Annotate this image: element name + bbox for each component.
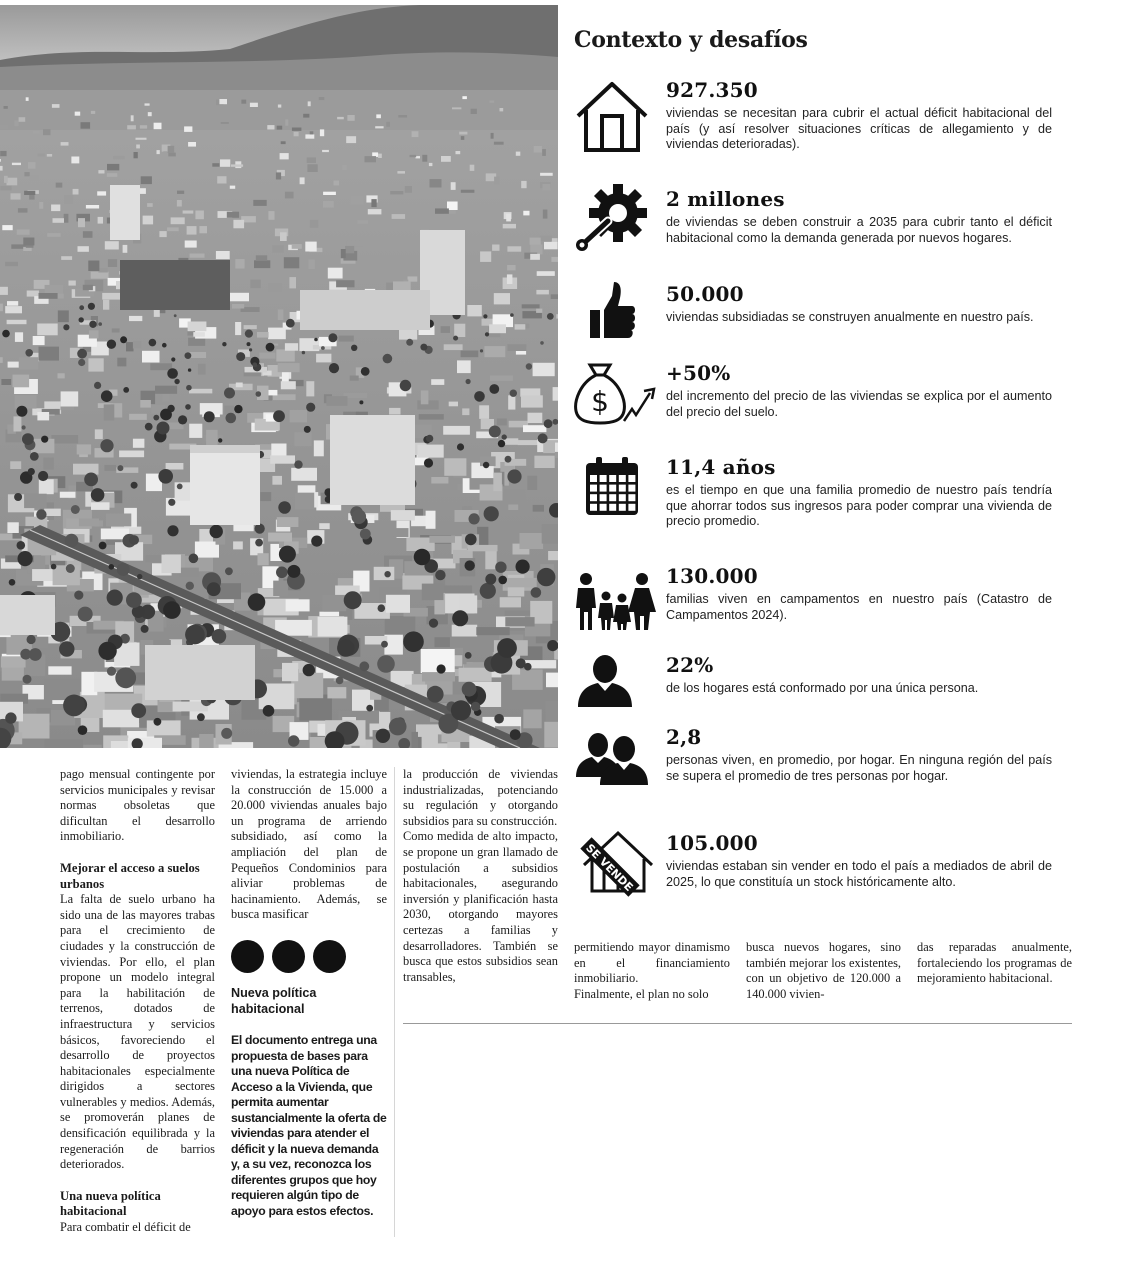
stat-homes-to-build: [574, 187, 1074, 257]
stat-number: 50.000: [666, 282, 744, 306]
dot: [272, 940, 305, 973]
article-column-3: [403, 767, 558, 985]
house-icon: [574, 78, 650, 154]
money-bag-rising-icon: [574, 361, 660, 437]
stat-people-per-household: [574, 725, 1074, 805]
paragraph: busca nuevos hogares, sino también mejorar los existentes, con un objetivo de 120.000 a 140.000 vivien-: [746, 940, 901, 1001]
stat-description: familias viven en campamentos en nuestro país (Catastro de Campamentos 2024).: [666, 592, 1052, 622]
stat-number: +50%: [666, 361, 731, 385]
stat-number: 2 millones: [666, 187, 785, 211]
stat-description: viviendas subsidiadas se construyen anualmente en nuestro país.: [666, 310, 1034, 324]
article-column-6: [917, 940, 1072, 987]
stat-number: 130.000: [666, 564, 758, 588]
stat-description: viviendas se necesitan para cubrir el actual déficit habitacional del país (y así resolver situaciones críticas de allegamiento y de viviendas deterioradas).: [666, 106, 1052, 151]
subheading-urban-land: Mejorar el acceso a suelos urbanos: [60, 860, 200, 891]
calendar-icon: [574, 455, 650, 531]
stat-unsold-homes: [574, 831, 1074, 911]
stat-number: 927.350: [666, 78, 758, 102]
pullout-box: [231, 986, 387, 1219]
svg-text:$: $: [591, 385, 609, 418]
dot: [231, 940, 264, 973]
stat-number: 2,8: [666, 725, 702, 749]
stat-description: de los hogares está conformado por una única persona.: [666, 681, 979, 695]
aerial-city-photo: [0, 5, 558, 748]
article-column-4: [574, 940, 730, 1002]
paragraph: La falta de suelo urbano ha sido una de las mayores trabas para el crecimiento de ciudades y la construcción de viviendas. Por ello, el plan propone un modelo integral para la habilitación de terrenos, dotados de infraestructura y servicios básicos, favoreciendo el desarrollo de proyectos habitacionales especialmente dirigidos a sectores vulnerables y medios. Además, se promoverán planes de densificación equilibrada y la regeneración de barrios deteriorados.: [60, 892, 215, 1172]
family-icon: [574, 564, 658, 640]
stat-families-in-camps: [574, 564, 1074, 634]
stat-subsidized-homes: [574, 282, 1074, 332]
paragraph: la producción de viviendas industrializadas, potenciando su regulación y otorgando subsidios para su construcción.: [403, 767, 558, 828]
house-for-sale-icon: [574, 829, 656, 905]
paragraph: pago mensual contingente por servicios municipales y revisar normas obsoletas que dificultan el desarrollo inmobiliario.: [60, 767, 215, 844]
section-dots-decoration: [231, 940, 354, 978]
paragraph: Como medida de alto impacto, se propone un gran llamado de postulación a subsidios habitacionales, asegurando inversión y planificación hasta 2030, otorgando mayores certezas a familias y desarrolladores. También se busca que estos subsidios sean transables,: [403, 829, 558, 984]
stat-description: de viviendas se deben construir a 2035 para cubrir tanto el déficit habitacional como la demanda generada por nuevos hogares.: [666, 215, 1052, 245]
for-sale-sign-text: SE VENDE: [583, 841, 636, 894]
stat-single-person-homes: [574, 653, 1074, 713]
pullout-heading: Nueva política habitacional: [231, 986, 317, 1016]
stat-description: es el tiempo en que una familia promedio de nuestro país tendría que ahorrar todos sus ingresos para poder comprar una vivienda de precio promedio.: [666, 483, 1052, 528]
column-divider: [394, 767, 395, 1237]
pullout-quote: El documento entrega una propuesta de bases para una nueva Política de Acceso a la Vivienda, que permita aumentar sustancialmente la oferta de viviendas para atender el déficit y la nueva demanda y, a su vez, reconozca los diferentes grupos que hoy requieren algún tipo de apoyo para estos efectos.: [231, 1033, 387, 1218]
stat-number: 22%: [666, 653, 714, 677]
article-column-1: [60, 767, 215, 1236]
stat-land-price-increase: [574, 361, 1074, 431]
stat-number: 105.000: [666, 831, 758, 855]
paragraph: Finalmente, el plan no solo: [574, 986, 709, 1001]
stat-description: del incremento del precio de las viviendas se explica por el aumento del precio del suelo.: [666, 389, 1052, 419]
person-icon: [574, 653, 636, 709]
stat-number: 11,4 años: [666, 455, 776, 479]
stat-description: viviendas estaban sin vender en todo el país a mediados de abril de 2025, lo que constituía un stock históricamente alto.: [666, 859, 1052, 889]
gear-wrench-icon: [574, 183, 650, 259]
stat-housing-deficit: [574, 78, 1074, 158]
infographic-title: Contexto y desafíos: [574, 27, 808, 53]
thumbs-up-icon: [574, 276, 650, 352]
article-column-5: [746, 940, 901, 1002]
subheading-housing-policy: Una nueva política habitacional: [60, 1188, 161, 1219]
paragraph: das reparadas anualmente, fortaleciendo los programas de mejoramiento habitacional.: [917, 940, 1072, 986]
article-column-2: [231, 767, 387, 923]
dot: [313, 940, 346, 973]
stat-savings-years: [574, 455, 1074, 540]
paragraph: Para combatir el déficit de: [60, 1220, 191, 1235]
paragraph: viviendas, la estrategia incluye la construcción de 15.000 a 20.000 viviendas anuales bajo un programa de arriendo subsidiado, así como la ampliación del plan de Pequeños Condominios para aliviar problemas de hacinamiento. Además, se busca masificar: [231, 767, 387, 922]
stat-description: personas viven, en promedio, por hogar. En ninguna región del país se supera el promedio de tres personas por hogar.: [666, 753, 1052, 783]
paragraph: permitiendo mayor dinamismo en el financiamiento inmobiliario.: [574, 940, 730, 986]
two-people-icon: [574, 731, 650, 787]
bottom-rule: [403, 1023, 1072, 1024]
